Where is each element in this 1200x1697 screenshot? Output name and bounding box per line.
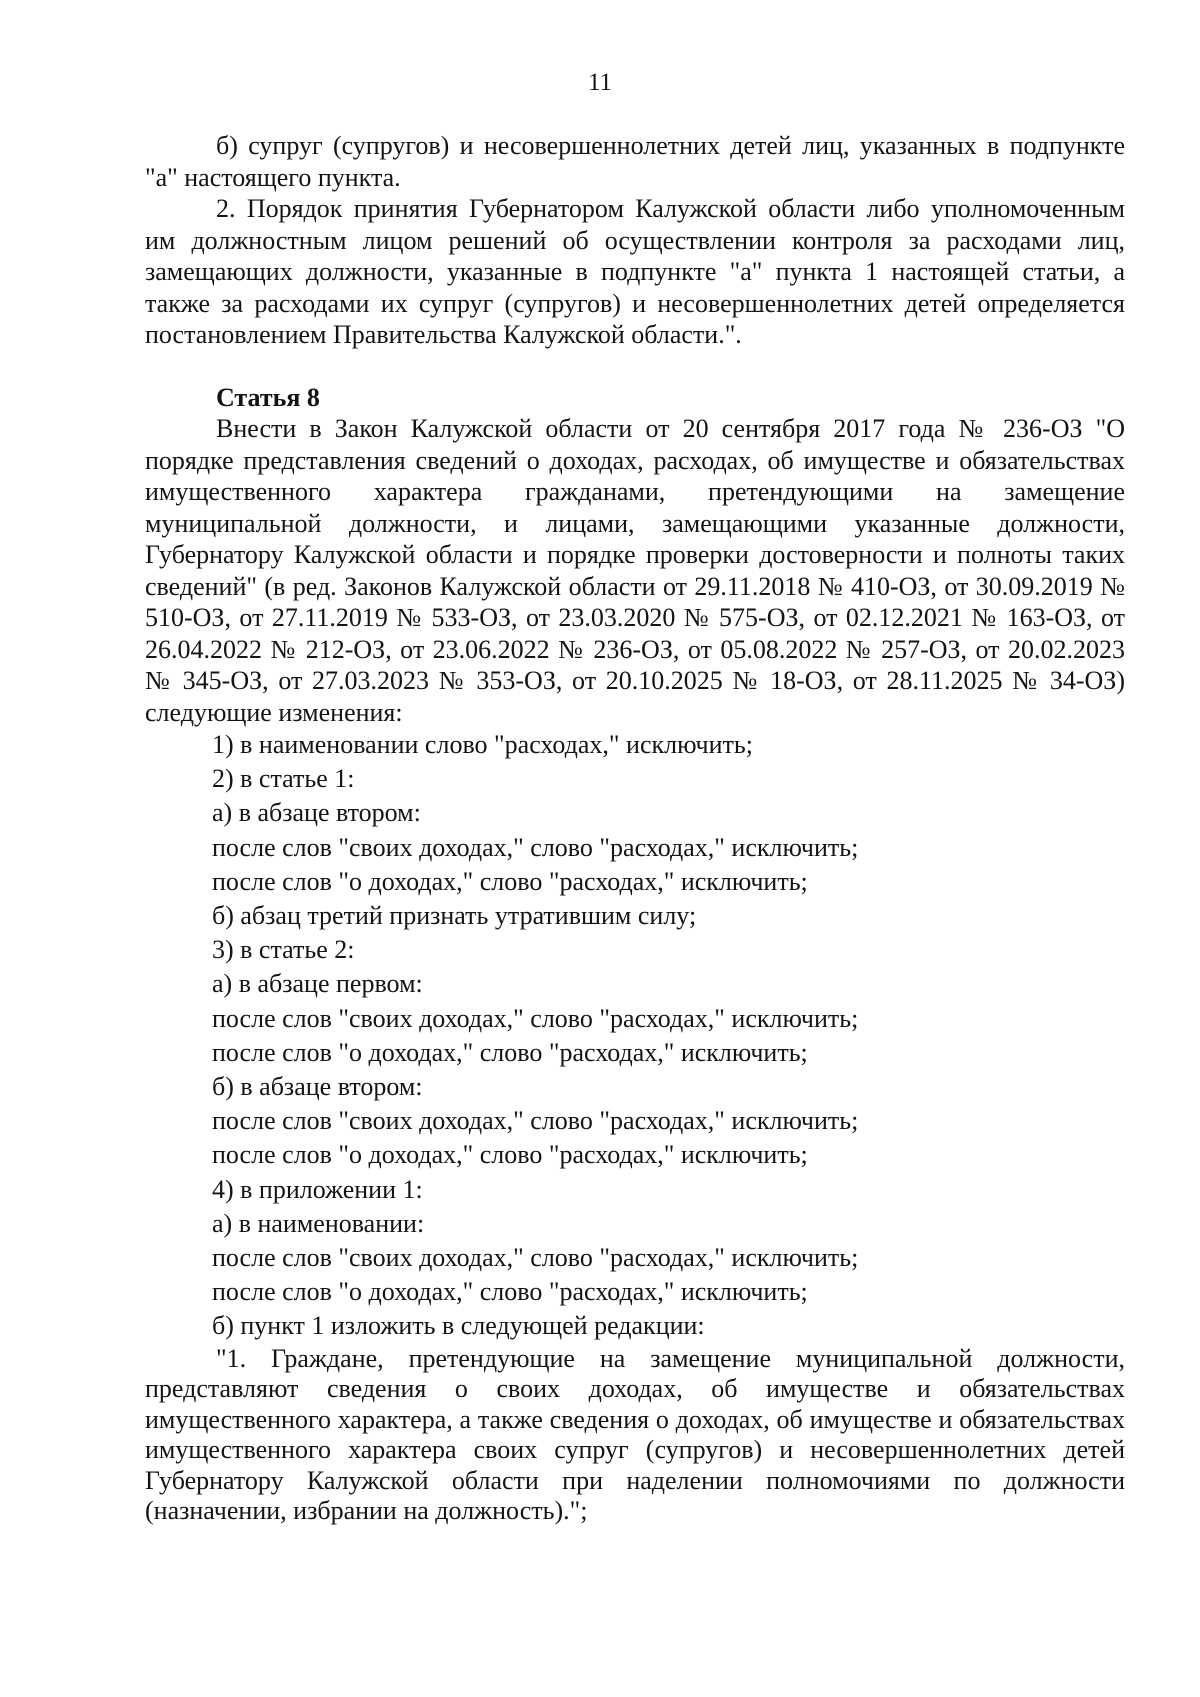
- page-number: 11: [587, 69, 613, 96]
- list-item: после слов "своих доходах," слово "расходах," исключить;: [212, 1106, 859, 1136]
- document-body: [145, 130, 1125, 1527]
- list-item: а) в абзаце втором:: [212, 798, 421, 828]
- list-item: б) абзац третий признать утратившим силу;: [212, 901, 697, 931]
- list-item: после слов "своих доходах," слово "расходах," исключить;: [212, 832, 859, 862]
- list-item: после слов "своих доходах," слово "расходах," исключить;: [212, 1243, 859, 1273]
- paragraph-subpoint-b: б) супруг (супругов) и несовершеннолетних детей лиц, указанных в подпункте "а" настоящего пункта.: [145, 131, 1125, 192]
- paragraph-point-2: 2. Порядок принятия Губернатором Калужской области либо уполномоченным им должностным лицом решений об осуществлении контроля за расходами лиц, замещающих должности, указанные в подпункте "а" пункта 1 настоящей статьи, а также за расходами их супруг (супругов) и несовершеннолетних детей определяется постановлением Правительства Калужской области.".: [145, 194, 1125, 349]
- list-item: а) в наименовании:: [212, 1208, 425, 1238]
- list-item: а) в абзаце первом:: [212, 969, 423, 999]
- list-item: 3) в статье 2:: [212, 935, 355, 965]
- list-item: после слов "о доходах," слово "расходах," исключить;: [212, 1277, 808, 1307]
- list-item: б) пункт 1 изложить в следующей редакции:: [212, 1311, 705, 1341]
- list-item: 1) в наименовании слово "расходах," исключить;: [212, 730, 753, 759]
- list-item: после слов "своих доходах," слово "расходах," исключить;: [212, 1003, 859, 1033]
- article-8-heading: Статья 8: [216, 382, 320, 412]
- list-item: б) в абзаце втором:: [212, 1072, 423, 1102]
- list-item: после слов "о доходах," слово "расходах," исключить;: [212, 1037, 808, 1067]
- list-item: 2) в статье 1:: [212, 764, 355, 794]
- amendment-list: [145, 728, 1125, 1344]
- list-item: 4) в приложении 1:: [212, 1174, 423, 1204]
- list-item: после слов "о доходах," слово "расходах," исключить;: [212, 866, 808, 896]
- quoted-new-wording: "1. Граждане, претендующие на замещение муниципальной должности, представляют сведения о своих доходах, об имуществе и обязательствах имущественного характера, а также сведения о доходах, об имуществе и обязательствах имущественного характера своих супруг (супругов) и несовершеннолетних детей Губернатору Калужской области при наделении полномочиями по должности (назначении, избрании на должность).";: [145, 1343, 1125, 1526]
- list-item: после слов "о доходах," слово "расходах," исключить;: [212, 1140, 808, 1170]
- article-8-intro: Внести в Закон Калужской области от 20 сентября 2017 года № 236-ОЗ "О порядке представления сведений о доходах, расходах, об имуществе и обязательствах имущественного характера гражданами, претендующими на замещение муниципальной должности, и лицами, замещающими указанные должности, Губернатору Калужской области и порядке проверки достоверности и полноты таких сведений" (в ред. Законов Калужской области от 29.11.2018 № 410-ОЗ, от 30.09.2019 № 510-ОЗ, от 27.11.2019 № 533-ОЗ, от 23.03.2020 № 575-ОЗ, от 02.12.2021 № 163-ОЗ, от 26.04.2022 № 212-ОЗ, от 23.06.2022 № 236-ОЗ, от 05.08.2022 № 257-ОЗ, от 20.02.2023 № 345-ОЗ, от 27.03.2023 № 353-ОЗ, от 20.10.2025 № 18-ОЗ, от 28.11.2025 № 34-ОЗ) следующие изменения:: [145, 414, 1125, 727]
